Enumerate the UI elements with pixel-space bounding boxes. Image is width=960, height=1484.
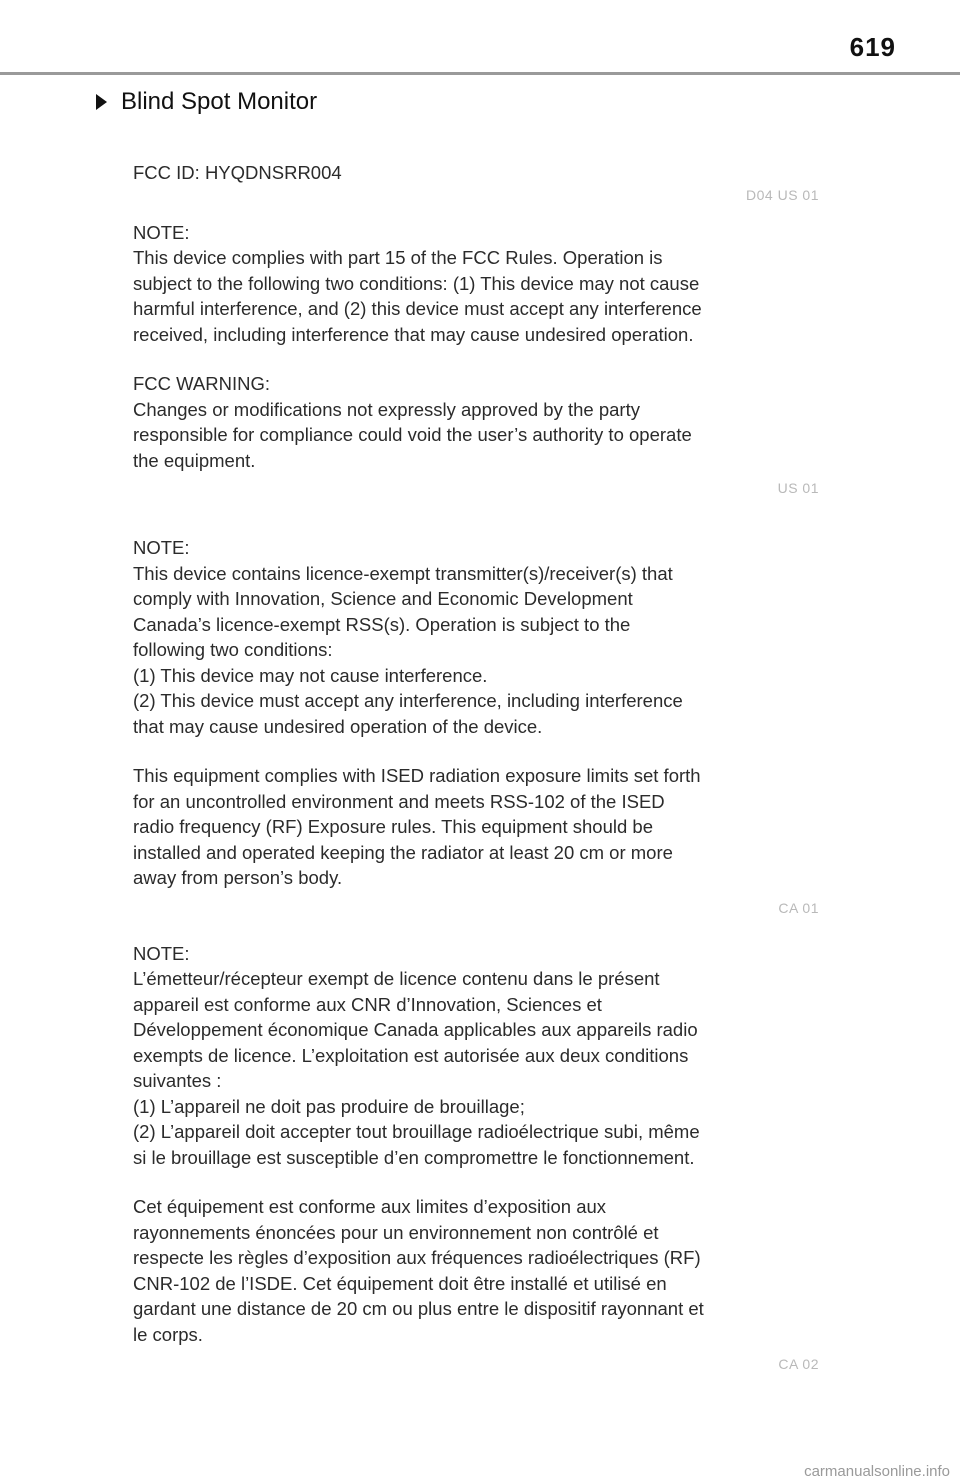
warning-label: FCC WARNING: [133,373,271,394]
note-text-2: This device contains licence-exempt transmitter(s)/receiver(s) that comply with Innovation, Science and Economic Development Canada’s licence-exempt RSS(s). Operation is subject to the following two conditions: (1) This device may not cause interference. (2) This device must accept any interference, including interference that may cause undesired operation of the device. [133,562,683,737]
code-label-3: CA 01 [778,899,819,916]
note-label-3: NOTE: [133,942,190,964]
page-number: 619 [849,32,896,62]
fcc-id: FCC ID: HYQDNSRR004 [133,162,342,183]
code-label-2: US 01 [777,480,819,496]
section-title: Blind Spot Monitor [121,88,318,115]
code-label-1: D04 US 01 [746,186,819,203]
note-text-3: L’émetteur/récepteur exempt de licence contenu dans le présent appareil est conforme aux CNR d’Innovation, Sciences et Développement économique Canada applicables aux appareils radio exempts de licence. L’exploitation est autorisée aux deux conditions suivantes : (1) L’appareil ne doit pas produire de brouillage; (2) L’appareil doit accepter tout brouillage radioélectrique subi, même si le brouillage est susceptible d’en compromettre le fonctionnement. [133,968,700,1168]
warning-text: Changes or modifications not expressly approved by the party responsible for compliance could void the user’s authority to operate the equipment. [133,398,692,471]
note-label-2: NOTE: [133,537,190,558]
ised-text: This equipment complies with ISED radiation exposure limits set forth for an uncontrolled environment and meets RSS-102 of the ISED radio frequency (RF) Exposure rules. This equipment should be installed and operated keeping the radiator at least 20 cm or more away from person’s body. [133,765,701,888]
triangle-bullet-icon [96,94,107,110]
section-heading [96,88,317,116]
code-label-4: CA 02 [778,1356,819,1372]
regulatory-notice [133,160,823,1373]
note-label-1: NOTE: [133,221,190,243]
french-ised-text: Cet équipement est conforme aux limites d’exposition aux rayonnements énoncées pour un environnement non contrôlé et respecte les règles d’exposition aux fréquences radioélectriques (RF) CNR-102 de l’ISDE. Cet équipement doit être installé et utilisé en gardant une distance de 20 cm ou plus entre le dispositif rayonnant et le corps. [133,1196,704,1345]
watermark: carmanualsonline.info [804,1463,950,1480]
note-text-1: This device complies with part 15 of the FCC Rules. Operation is subject to the following two conditions: (1) This device may not cause harmful interference, and (2) this device must accept any interference received, including interference that may cause undesired operation. [133,247,702,345]
header-rule [0,72,960,75]
